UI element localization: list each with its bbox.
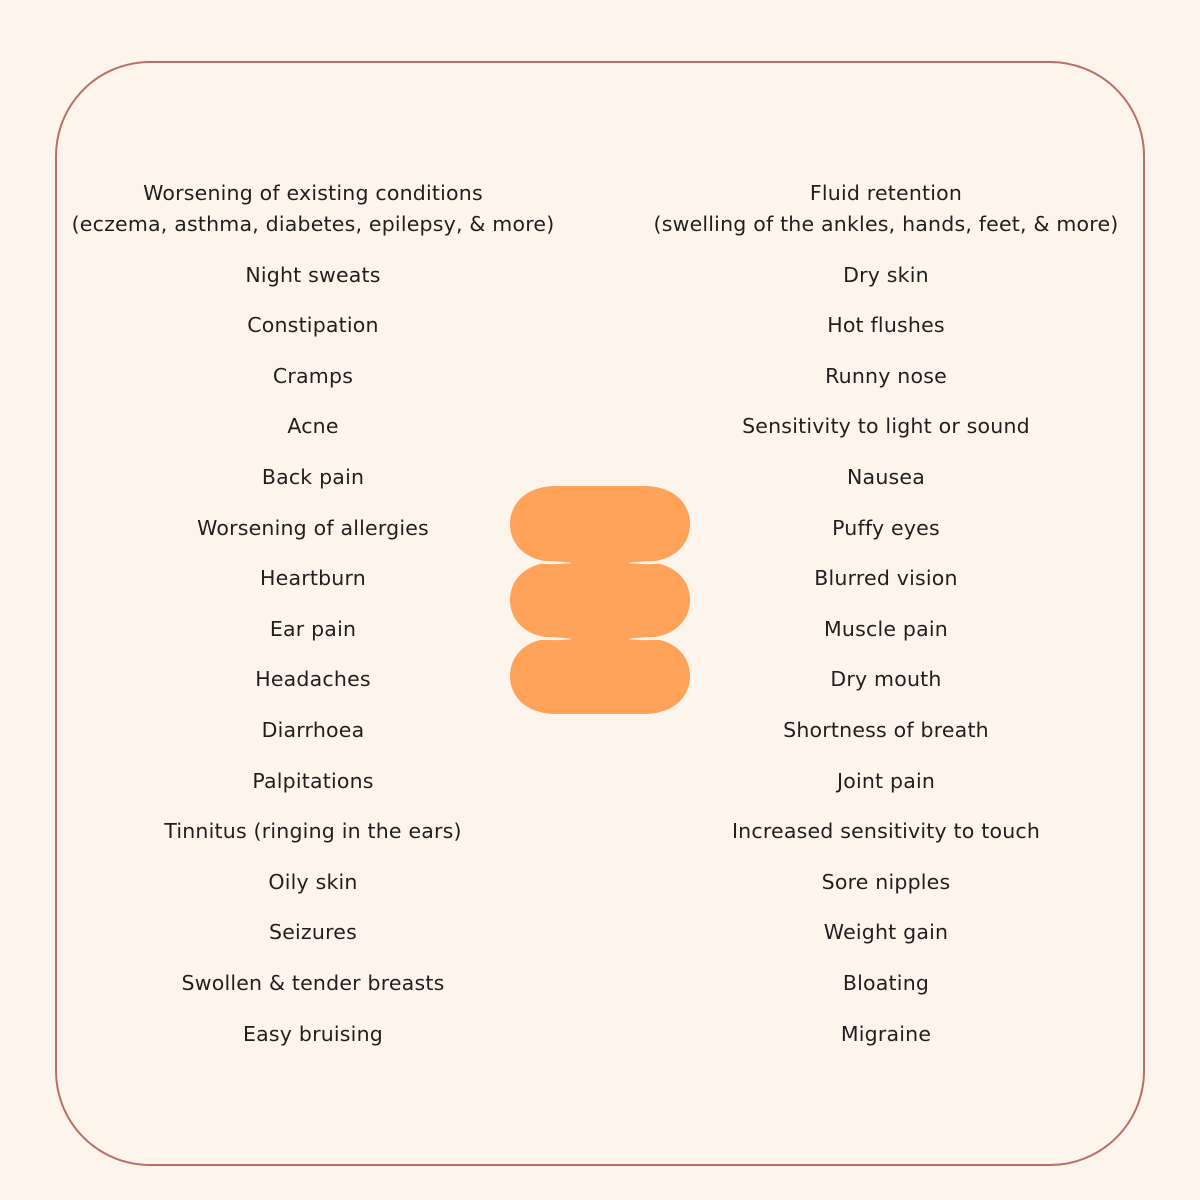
list-item: Constipation [247,313,379,338]
list-heading [606,178,1166,240]
list-item: Cramps [272,363,354,388]
list-item: Headaches [255,667,371,692]
list-item: Nausea [847,464,925,489]
list-item: Joint pain [836,768,936,793]
list-item: Puffy eyes [832,515,940,540]
heading-title: Fluid retention [809,181,963,205]
list-item: Weight gain [823,920,949,945]
right-symptom-list [606,178,1166,1069]
list-item: Back pain [261,464,365,489]
heading-title: Worsening of existing conditions [143,181,483,205]
list-item: Muscle pain [824,616,948,641]
list-item: Ear pain [269,616,357,641]
list-item: Acne [287,414,339,439]
list-heading [33,178,593,240]
list-item: Blurred vision [814,566,958,591]
list-item: Easy bruising [243,1021,383,1046]
list-item: Hot flushes [827,313,945,338]
list-item: Diarrhoea [261,717,365,742]
list-item: Night sweats [245,262,381,287]
list-item: Seizures [269,920,357,945]
list-item: Oily skin [268,869,358,894]
heading-subtitle: (swelling of the ankles, hands, feet, & more) [653,212,1119,236]
list-item: Sore nipples [821,869,951,894]
list-item: Swollen & tender breasts [181,970,445,995]
list-item: Heartburn [260,566,366,591]
list-item: Sensitivity to light or sound [742,414,1030,439]
list-item: Runny nose [825,363,947,388]
left-symptom-list [33,178,593,1069]
list-item: Tinnitus (ringing in the ears) [164,819,462,844]
list-item: Shortness of breath [783,717,989,742]
list-item: Increased sensitivity to touch [731,819,1041,844]
list-item: Palpitations [252,768,374,793]
list-item: Dry mouth [830,667,942,692]
list-item: Worsening of allergies [197,515,429,540]
list-item: Dry skin [843,262,929,287]
list-item: Migraine [840,1021,932,1046]
stacked-blob-icon [510,486,690,714]
list-item: Bloating [842,970,930,995]
heading-subtitle: (eczema, asthma, diabetes, epilepsy, & more) [71,212,555,236]
